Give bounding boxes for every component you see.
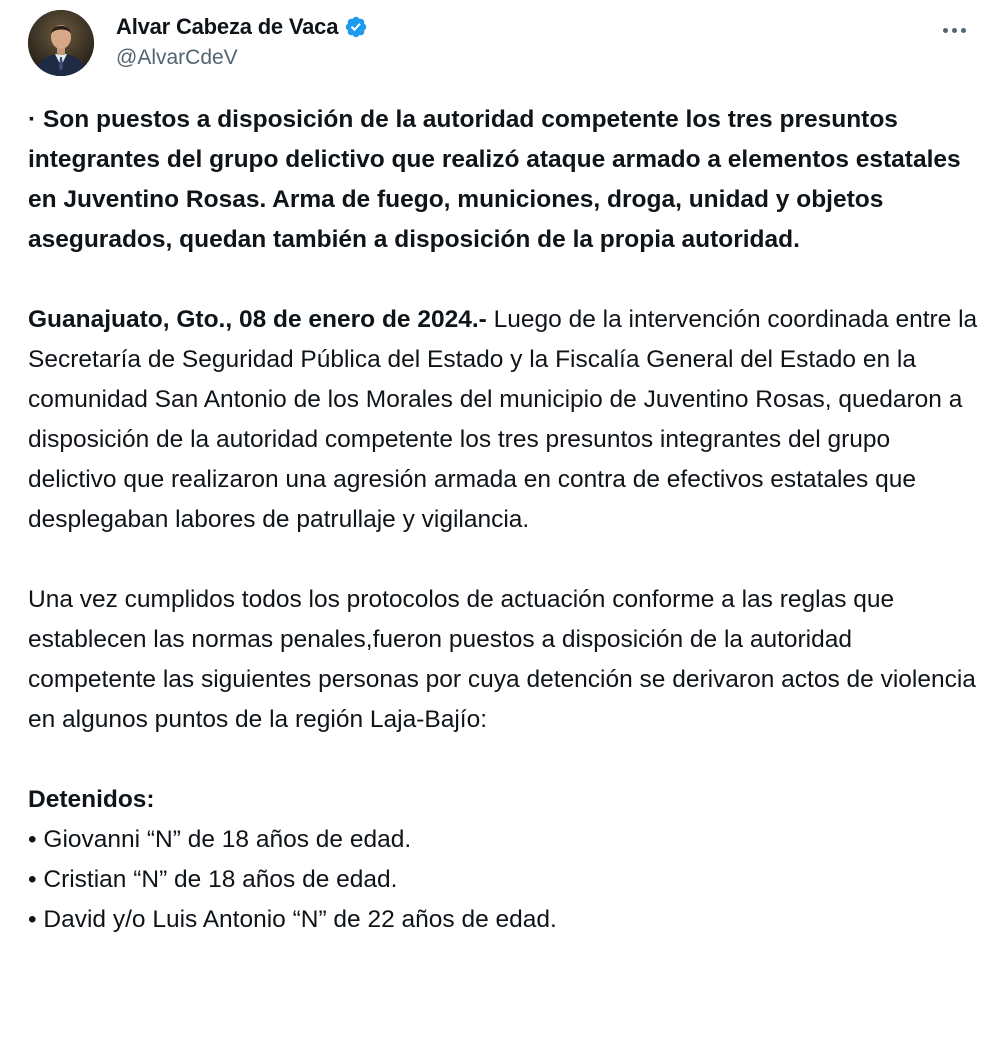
detenido-item: • Giovanni “N” de 18 años de edad. — [28, 826, 412, 853]
tweet-text — [28, 100, 978, 940]
display-name[interactable]: Alvar Cabeza de Vaca — [116, 14, 339, 39]
author-handle[interactable]: @AlvarCdeV — [116, 46, 238, 69]
detenido-item: • David y/o Luis Antonio “N” de 22 años de edad. — [28, 906, 557, 933]
author-names — [116, 12, 368, 70]
more-options-icon[interactable] — [936, 16, 972, 44]
display-name-row — [116, 12, 368, 42]
detenidos-title: Detenidos: — [28, 786, 155, 813]
spacer — [28, 260, 978, 300]
detenido-item: • Cristian “N” de 18 años de edad. — [28, 866, 398, 893]
dateline: Guanajuato, Gto., 08 de enero de 2024.- — [28, 306, 487, 333]
more-dot — [943, 28, 948, 33]
tweet-header — [28, 10, 972, 78]
more-dot — [961, 28, 966, 33]
paragraph-1 — [28, 300, 978, 540]
avatar[interactable] — [28, 10, 94, 76]
spacer — [28, 740, 978, 780]
tweet-headline: · Son puestos a disposición de la autoridad competente los tres presuntos integrantes del grupo delictivo que realizó ataque armado a elementos estatales en Juventino Rosas. Arma de fuego, municiones, droga, unidad y objetos asegurados, quedan también a disposición de la propia autoridad. — [28, 106, 961, 253]
paragraph-2: Una vez cumplidos todos los protocolos de actuación conforme a las reglas que establecen las normas penales,fueron puestos a disposición de la autoridad competente las siguientes personas por cuya detención se derivaron actos de violencia en algunos puntos de la región Laja-Bajío: — [28, 586, 976, 733]
more-dot — [952, 28, 957, 33]
spacer — [28, 540, 978, 580]
paragraph-1-text: Luego de la intervención coordinada entre la Secretaría de Seguridad Pública del Estado y la Fiscalía General del Estado en la comunidad San Antonio de los Morales del municipio de Juventino Rosas, quedaron a disposición de la autoridad competente los tres presuntos integrantes del grupo delictivo que realizaron una agresión armada en contra de efectivos estatales que desplegaban labores de patrullaje y vigilancia. — [28, 306, 978, 533]
verified-badge-icon[interactable] — [344, 15, 368, 39]
